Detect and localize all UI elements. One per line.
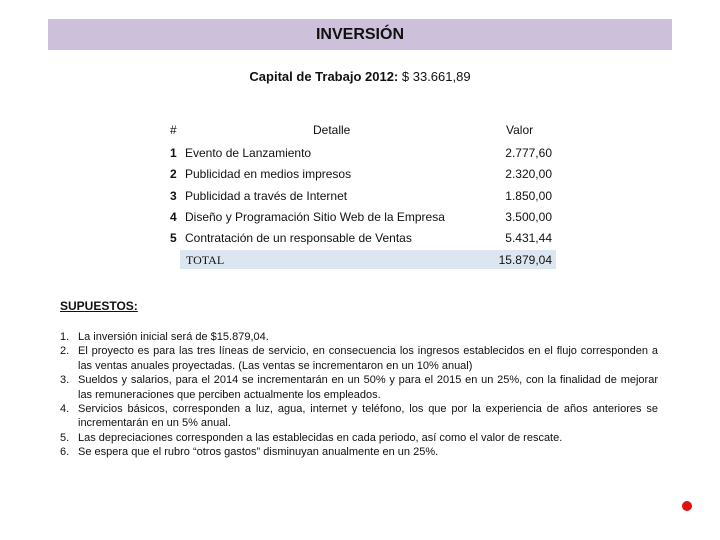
list-item <box>60 344 658 373</box>
row-num: 2 <box>170 167 177 181</box>
row-num: 1 <box>170 146 177 160</box>
red-dot-marker <box>682 501 692 511</box>
row-detail: Contratación de un responsable de Ventas <box>185 231 412 245</box>
row-detail: Evento de Lanzamiento <box>185 146 312 160</box>
row-num: 5 <box>170 231 177 245</box>
list-item <box>60 373 658 402</box>
header-detail: Detalle <box>313 123 351 137</box>
table-row <box>0 231 720 249</box>
header-num: # <box>170 123 177 137</box>
capital-value: $ 33.661,89 <box>401 69 471 84</box>
list-item <box>60 445 658 459</box>
item-number: 4. <box>60 403 70 416</box>
total-label: TOTAL <box>186 253 225 267</box>
list-item <box>60 402 658 431</box>
row-value: 5.431,44 <box>505 231 552 245</box>
list-item <box>60 330 658 344</box>
item-text: Las depreciaciones corresponden a las establecidas en cada periodo, así como el valor de rescate. <box>78 431 563 444</box>
item-text: Servicios básicos, corresponden a luz, agua, internet y teléfono, los que por la experiencia de años anteriores se incrementarán en un 5% anual. <box>78 403 658 430</box>
supuestos-list <box>60 330 658 460</box>
table-row <box>0 167 720 185</box>
table-row <box>0 189 720 207</box>
table-row <box>0 146 720 164</box>
item-number: 2. <box>60 345 70 358</box>
item-number: 5. <box>60 431 70 444</box>
item-number: 6. <box>60 446 70 459</box>
item-text: El proyecto es para las tres líneas de servicio, en consecuencia los ingresos establecidos en el flujo corresponden a las ventas anuales proyectadas. (Las ventas se incrementaron en un 10% anual) <box>78 345 658 372</box>
supuestos-title: SUPUESTOS: <box>60 299 138 313</box>
row-num: 4 <box>170 210 177 224</box>
row-detail: Publicidad a través de Internet <box>185 189 348 203</box>
total-value: 15.879,04 <box>498 253 552 267</box>
item-text: Sueldos y salarios, para el 2014 se incrementarán en un 50% y para el 2015 en un 25%, con la finalidad de mejorar las remuneraciones que perciben actualmente los empleados. <box>78 374 658 401</box>
row-detail: Publicidad en medios impresos <box>185 167 352 181</box>
capital-line <box>0 69 720 84</box>
row-value: 1.850,00 <box>505 189 552 203</box>
item-number: 3. <box>60 374 70 387</box>
row-detail: Diseño y Programación Sitio Web de la Empresa <box>185 210 445 224</box>
row-num: 3 <box>170 189 177 203</box>
item-text: Se espera que el rubro “otros gastos” disminuyan anualmente en un 25%. <box>78 446 439 459</box>
list-item <box>60 431 658 445</box>
row-value: 2.777,60 <box>505 146 552 160</box>
capital-label: Capital de Trabajo 2012: <box>249 69 399 84</box>
item-number: 1. <box>60 331 70 343</box>
page-title: INVERSIÓN <box>48 19 672 50</box>
row-value: 2.320,00 <box>505 167 552 181</box>
header-value: Valor <box>506 123 534 137</box>
item-text: La inversión inicial será de $15.879,04. <box>78 331 269 343</box>
table-row <box>0 210 720 228</box>
row-value: 3.500,00 <box>505 210 552 224</box>
